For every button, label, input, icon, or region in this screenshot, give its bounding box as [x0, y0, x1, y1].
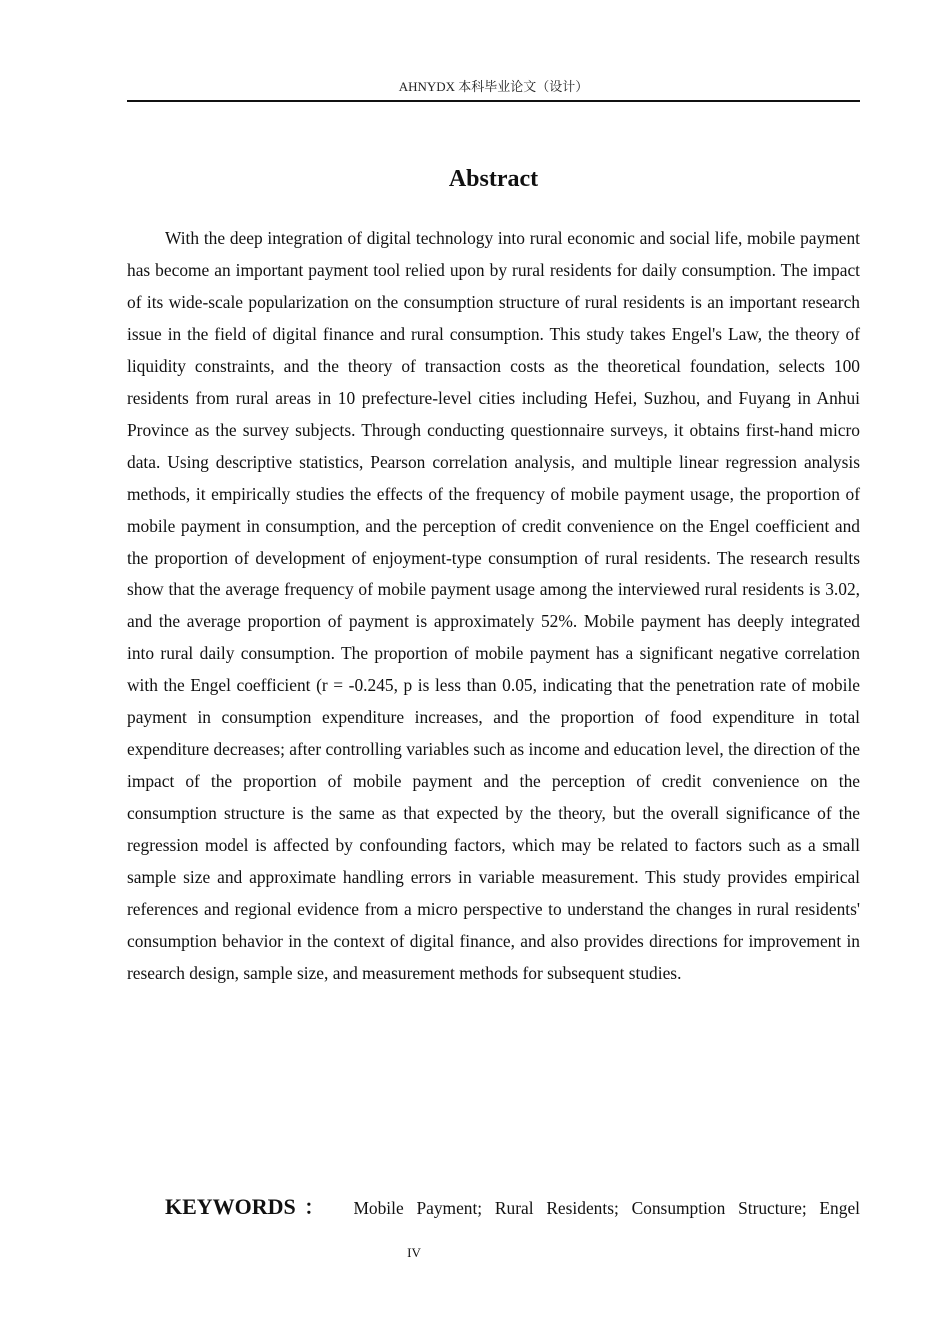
running-header: AHNYDX 本科毕业论文（设计）: [398, 79, 589, 94]
keywords-colon: ：: [295, 1197, 333, 1219]
header-rule: [127, 100, 860, 102]
page-title: Abstract: [448, 166, 539, 192]
keywords-label: KEYWORDS: [165, 1194, 296, 1219]
keywords-text: Mobile Payment; Rural Residents; Consumption Structure; Engel: [353, 1198, 860, 1218]
keywords-line: [127, 1191, 860, 1224]
abstract-paragraph: With the deep integration of digital technology into rural economic and social life, mobile payment has become an important payment tool relied upon by rural residents for daily consumption. The impact of its wide-scale popularization on the consumption structure of rural residents is an important research issue in the field of digital finance and rural consumption. This study takes Engel's Law, the theory of liquidity constraints, and the theory of transaction costs as the theoretical foundation, selects 100 residents from rural areas in 10 prefecture-level cities including Hefei, Suzhou, and Fuyang in Anhui Province as the survey subjects. Through conducting questionnaire surveys, it obtains first-hand micro data. Using descriptive statistics, Pearson correlation analysis, and multiple linear regression analysis methods, it empirically studies the effects of the frequency of mobile payment usage, the proportion of mobile payment in consumption, and the perception of credit convenience on the Engel coefficient and the proportion of development of enjoyment-type consumption of rural residents. The research results show that the average frequency of mobile payment usage among the interviewed rural residents is 3.02, and the average proportion of payment is approximately 52%. Mobile payment has deeply integrated into rural daily consumption. The proportion of mobile payment has a significant negative correlation with the Engel coefficient (r = -0.245, p is less than 0.05, indicating that the penetration rate of mobile payment in consumption expenditure increases, and the proportion of food expenditure in total expenditure decreases; after controlling variables such as income and education level, the direction of the impact of the proportion of mobile payment and the perception of credit convenience on the consumption structure is the same as that expected by the theory, but the overall significance of the regression model is affected by confounding factors, which may be related to factors such as a small sample size and approximate handling errors in variable measurement. This study provides empirical references and regional evidence from a micro perspective to understand the changes in rural residents' consumption behavior in the context of digital finance, and also provides directions for improvement in research design, sample size, and measurement methods for subsequent studies.: [127, 228, 860, 983]
page-number: IV: [407, 1245, 421, 1260]
